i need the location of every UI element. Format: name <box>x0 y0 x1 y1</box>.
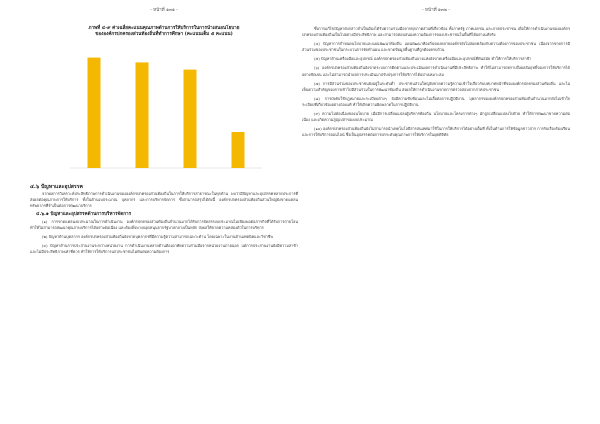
bar-2 <box>136 62 149 168</box>
paragraph: (๕) ปัญหาด้านเครื่องมือและอุปกรณ์ องค์กรปกครองส่วนท้องถิ่นบางแห่งยังขาดเครื่องมือและอุปกรณ์ที่ทันสมัย ทำให้การให้บริการล่าช้า <box>314 56 532 62</box>
figure-title-line-2: ขององค์กรปกครองส่วนท้องถิ่นที่ทำการศึกษา (คะแนนเต็ม ๕ คะแนน) <box>95 32 233 37</box>
paragraph: (๒) ปัญหาด้านบุคลากร องค์กรปกครองส่วนท้องถิ่นยังขาดบุคลากรที่มีความรู้ความสามารถเฉพาะด้าน โดยเฉพาะในงานด้านเทคนิคและวิชาชีพ <box>42 233 273 239</box>
bar-1 <box>88 58 101 168</box>
paragraph: ซึ่งการแก้ไขปัญหาดังกล่าวจำเป็นต้องได้รับความร่วมมือจากทุกภาคส่วนที่เกี่ยวข้อง ทั้งภาครัฐ ภาคเอกชน และภาคประชาชน เพื่อให้การดำเนินงานขององค์กรปกครองส่วนท้องถิ่นเป็นไปอย่างมีประสิทธิภาพ และสามารถตอบสนองความต้องการของประชาชนในพื้นที่ได้อย่างแท้จริง <box>302 26 570 38</box>
paragraph: (๑๐) องค์กรปกครองส่วนท้องถิ่นยังไม่สามารถนำเทคโนโลยีสารสนเทศมาใช้ในการให้บริการได้อย่างเต็มที่ ทั้งในด้านการให้ข้อมูลข่าวสาร การรับเรื่องร้องเรียน และการให้บริการออนไลน์ ซึ่งเป็นอุปสรรคต่อการยกระดับคุณภาพการให้บริการในยุคดิจิทัล <box>302 126 570 138</box>
paragraph: (๙) ความไม่ต่อเนื่องของนโยบาย เมื่อมีการเปลี่ยนแปลงผู้บริหารท้องถิ่น นโยบายและโครงการต่างๆ มักถูกเปลี่ยนแปลงไปด้วย ทำให้การพัฒนาขาดความต่อเนื่อง และเกิดความสูญเปล่าของงบประมาณ <box>302 111 570 123</box>
bar-chart <box>30 40 298 180</box>
bar-chart-svg <box>30 40 298 180</box>
paragraph: (๑) การขาดแคลนงบประมาณในการดำเนินงาน องค์กรปกครองส่วนท้องถิ่นจำนวนมากได้รับการจัดสรรงบประมาณไม่เพียงพอต่อภารกิจที่ได้รับการถ่ายโอน ทำให้ไม่สามารถพัฒนาคุณภาพบริการได้อย่างต่อเนื่อง และต้องพึ่งพางบอุดหนุนจากรัฐบาลกลางเป็นหลัก ส่งผลให้ขาดความคล่องตัวในการบริหาร <box>30 218 298 230</box>
page-number: - หน้าที่ ๑๓๑ - <box>150 8 178 13</box>
sub-heading: ๔.๖.๑ ปัญหาและอุปสรรคด้านการบริหารจัดการ <box>36 212 132 218</box>
paragraph: (๓) ปัญหาด้านการประสานงานระหว่างหน่วยงาน การดำเนินงานหลายด้านต้องอาศัยความร่วมมือจากหน่วยงานภายนอก แต่การประสานงานยังมีความล่าช้าและไม่มีประสิทธิภาพเท่าที่ควร ทำให้การให้บริการแก่ประชาชนไม่ทันต่อความต้องการ <box>30 243 298 255</box>
paragraph: (๖) องค์กรปกครองส่วนท้องถิ่นยังขาดระบบการติดตามและประเมินผลการดำเนินงานที่มีประสิทธิภาพ ทำให้ไม่สามารถทราบถึงผลสัมฤทธิ์ของการให้บริการได้อย่างชัดเจน และไม่สามารถนำผลการประเมินมาปรับปรุงการให้บริการได้อย่างเหมาะสม <box>302 65 570 77</box>
left-page <box>30 6 298 420</box>
paragraph: (๔) ปัญหาการกำหนดนโยบายและแผนพัฒนาท้องถิ่น แผนพัฒนาท้องถิ่นของหลายองค์กรยังไม่สอดคล้องกับความต้องการของประชาชน เนื่องจากขาดการมีส่วนร่วมของประชาชนในกระบวนการจัดทำแผน และขาดข้อมูลพื้นฐานที่ถูกต้องครบถ้วน <box>302 41 570 53</box>
paragraph: (๗) การมีส่วนร่วมของประชาชนยังอยู่ในระดับต่ำ ประชาชนส่วนใหญ่ยังขาดความรู้ความเข้าใจเกี่ยวกับบทบาทหน้าที่ขององค์กรปกครองส่วนท้องถิ่น และไม่เห็นความสำคัญของการเข้าไปมีส่วนร่วมในการพัฒนาท้องถิ่น ส่งผลให้การดำเนินงานขาดการตรวจสอบจากภาคประชาชน <box>302 80 570 92</box>
bar-3 <box>184 70 197 168</box>
paragraph: (๘) การบังคับใช้กฎหมายและระเบียบต่างๆ ยังมีความซับซ้อนและไม่เอื้อต่อการปฏิบัติงาน บุคลากรขององค์กรปกครองส่วนท้องถิ่นจำนวนมากยังไม่เข้าใจระเบียบที่เกี่ยวข้องอย่างถ่องแท้ ทำให้เกิดความผิดพลาดในการปฏิบัติงาน <box>302 95 570 107</box>
section-heading: ๔.๖ ปัญหาและอุปสรรค <box>30 184 83 190</box>
figure-title-line-1: ภาพที่ ๔-๙ ค่าเฉลี่ยคะแนนคุณภาพด้านการให้บริการในการนำเสนอนโยบาย <box>88 26 240 31</box>
paragraph: จากผลการวิเคราะห์ประสิทธิภาพการดำเนินงานขององค์กรปกครองส่วนท้องถิ่นในการให้บริการสาธารณะในทุกด้าน พบว่ามีปัญหาและอุปสรรคหลายประการที่ส่งผลต่อคุณภาพการให้บริการ ทั้งในด้านงบประมาณ บุคลากร และการบริหารจัดการ ซึ่งสามารถสรุปได้ดังนี้ องค์กรปกครองส่วนท้องถิ่นส่วนใหญ่ยังขาดแคลนทรัพยากรที่จำเป็นต่อการพัฒนาบริการ <box>30 191 298 209</box>
figure-title <box>30 26 298 38</box>
right-page <box>302 6 570 420</box>
bar-4 <box>232 132 245 168</box>
page-number: - หน้าที่ ๑๓๒ - <box>422 8 450 13</box>
